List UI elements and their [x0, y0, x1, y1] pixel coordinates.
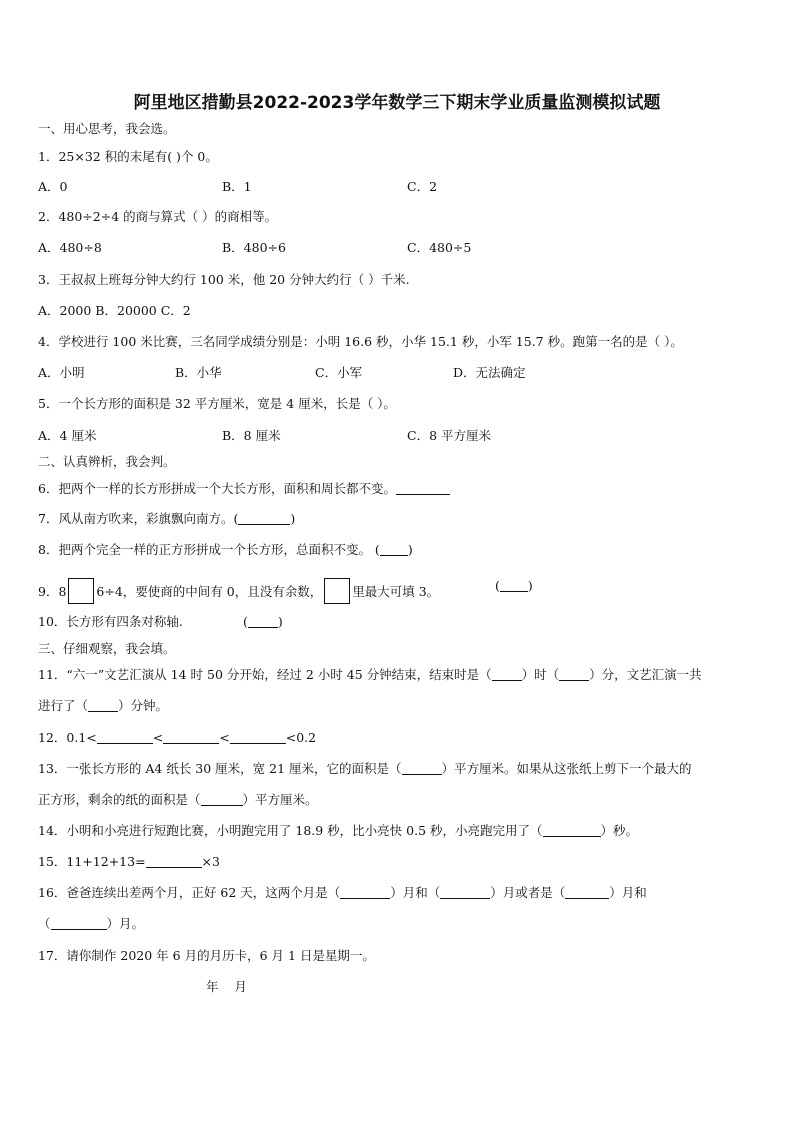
question-13-line-2 — [38, 792, 318, 808]
q14-text-2: ）秒。 — [600, 823, 639, 838]
q12-blank-3[interactable] — [230, 731, 286, 744]
q13-text-2: ）平方厘米。如果从这张纸上剪下一个最大的 — [441, 761, 692, 776]
q8-paren-close: ) — [407, 542, 413, 557]
q16-text-2: ）月和（ — [390, 885, 441, 900]
q9-box-reference — [324, 578, 350, 604]
q9-text-3: 里最大可填 3。 — [352, 584, 440, 599]
question-11-line-2 — [38, 698, 168, 714]
q16-text-5: （ — [38, 916, 51, 931]
question-1: 1．25×32 积的末尾有( )个 0。 — [38, 149, 218, 164]
q16-text-6: ）月。 — [106, 916, 145, 931]
q2-option-c: C．480÷5 — [407, 240, 472, 255]
q1-option-a: A．0 — [38, 179, 68, 194]
question-9 — [38, 578, 439, 604]
q5-option-a: A．4 厘米 — [38, 428, 97, 443]
q7-text: 7．风从南方吹来，彩旗飘向南方。( — [38, 511, 239, 526]
q10-paren-close: ) — [277, 614, 283, 629]
q9-paren-close: ) — [527, 578, 533, 593]
section-1-heading: 一、用心思考，我会选。 — [38, 121, 176, 136]
q9-paren-open: ( — [495, 578, 500, 593]
q16-blank-3[interactable] — [565, 886, 609, 899]
q7-answer-blank[interactable] — [238, 512, 290, 525]
question-16-line-2 — [38, 916, 144, 932]
q1-option-c: C．2 — [407, 179, 438, 194]
q14-answer-blank[interactable] — [543, 824, 601, 837]
question-3: 3．王叔叔上班每分钟大约行 100 米，他 20 分钟大约行（ ）千米. — [38, 272, 410, 287]
q13-remaining-blank[interactable] — [201, 793, 243, 806]
q7-paren-close: ) — [290, 511, 296, 526]
q5-option-b: B．8 厘米 — [222, 428, 281, 443]
q15-text-2: ×3 — [201, 854, 220, 869]
question-13-line-1 — [38, 761, 692, 777]
q10-judgement — [243, 614, 283, 630]
q4-option-d: D．无法确定 — [453, 365, 526, 380]
q11-minute-blank[interactable] — [559, 668, 589, 681]
question-16-line-1 — [38, 885, 647, 901]
q12-lt-2: < — [219, 730, 230, 745]
question-15 — [38, 854, 220, 870]
q12-text-end: <0.2 — [285, 730, 317, 745]
q12-lt-1: < — [152, 730, 164, 745]
q13-text-4: ）平方厘米。 — [242, 792, 318, 807]
q16-text-3: ）月或者是（ — [490, 885, 566, 900]
section-2-heading: 二、认真辨析，我会判。 — [38, 454, 176, 469]
question-12 — [38, 730, 316, 746]
q15-text-1: 15．11+12+13= — [38, 854, 146, 869]
q12-blank-2[interactable] — [163, 731, 219, 744]
q6-answer-blank[interactable] — [396, 482, 450, 495]
q16-blank-4[interactable] — [51, 917, 107, 930]
question-6 — [38, 481, 450, 497]
question-2: 2．480÷2÷4 的商与算式（ ）的商相等。 — [38, 209, 278, 224]
q13-area-blank[interactable] — [402, 762, 442, 775]
q4-option-b: B．小华 — [175, 365, 222, 380]
q11-text-2: ）时（ — [521, 667, 560, 682]
q12-blank-1[interactable] — [97, 731, 153, 744]
q16-text-1: 16．爸爸连续出差两个月，正好 62 天，这两个月是（ — [38, 885, 341, 900]
q8-answer-blank[interactable] — [380, 543, 408, 556]
q16-blank-2[interactable] — [440, 886, 490, 899]
q4-option-c: C．小军 — [315, 365, 363, 380]
question-17: 17．请你制作 2020 年 6 月的月历卡，6 月 1 日是星期一。 — [38, 948, 375, 963]
q11-text-3: ）分，文艺汇演一共 — [589, 667, 702, 682]
question-8 — [38, 542, 413, 558]
question-5: 5．一个长方形的面积是 32 平方厘米，宽是 4 厘米，长是（ ）。 — [38, 396, 396, 411]
q6-text: 6．把两个一样的长方形拼成一个大长方形，面积和周长都不变。 — [38, 481, 396, 496]
q16-blank-1[interactable] — [340, 886, 390, 899]
q5-option-c: C．8 平方厘米 — [407, 428, 491, 443]
q11-duration-blank[interactable] — [88, 699, 118, 712]
q14-text-1: 14．小明和小亮进行短跑比赛，小明跑完用了 18.9 秒，比小亮快 0.5 秒，小亮跑完用了（ — [38, 823, 543, 838]
q16-text-4: ）月和 — [609, 885, 647, 900]
q2-option-a: A．480÷8 — [38, 240, 102, 255]
section-3-heading: 三、仔细观察，我会填。 — [38, 641, 176, 656]
q13-text-1: 13．一张长方形的 A4 纸长 30 厘米，宽 21 厘米，它的面积是（ — [38, 761, 402, 776]
question-11-line-1 — [38, 667, 702, 683]
question-4: 4．学校进行 100 米比赛，三名同学成绩分别是：小明 16.6 秒，小华 15.1 秒，小军 15.7 秒。跑第一名的是（ ）。 — [38, 334, 683, 349]
q11-text-5: ）分钟。 — [118, 698, 169, 713]
q2-option-b: B．480÷6 — [222, 240, 286, 255]
question-10: 10．长方形有四条对称轴. — [38, 614, 183, 629]
q8-text: 8．把两个完全一样的正方形拼成一个长方形，总面积不变。 ( — [38, 542, 380, 557]
q10-paren-open: ( — [243, 614, 248, 629]
q12-text-1: 12．0.1< — [38, 730, 97, 745]
q10-answer-blank[interactable] — [248, 615, 278, 628]
q11-text-4: 进行了（ — [38, 698, 89, 713]
q4-option-a: A．小明 — [38, 365, 85, 380]
calendar-header: 年 月 — [206, 979, 247, 994]
q3-options: A．2000 B．20000 C．2 — [38, 303, 191, 318]
q9-text-2: 6÷4，要使商的中间有 0，且没有余数， — [96, 584, 323, 599]
q1-option-b: B．1 — [222, 179, 252, 194]
q9-digit-box[interactable] — [68, 578, 94, 604]
question-7 — [38, 511, 295, 527]
q9-judgement — [495, 578, 533, 594]
q11-hour-blank[interactable] — [492, 668, 522, 681]
question-14 — [38, 823, 638, 839]
q9-answer-blank[interactable] — [500, 579, 528, 592]
q15-answer-blank[interactable] — [146, 855, 202, 868]
q11-text-1: 11．“六一”文艺汇演从 14 时 50 分开始，经过 2 小时 45 分钟结束，结束时是（ — [38, 667, 492, 682]
page-title: 阿里地区措勤县2022-2023学年数学三下期末学业质量监测模拟试题 — [133, 93, 661, 113]
q9-text-1: 9．8 — [38, 584, 67, 599]
q13-text-3: 正方形，剩余的纸的面积是（ — [38, 792, 201, 807]
